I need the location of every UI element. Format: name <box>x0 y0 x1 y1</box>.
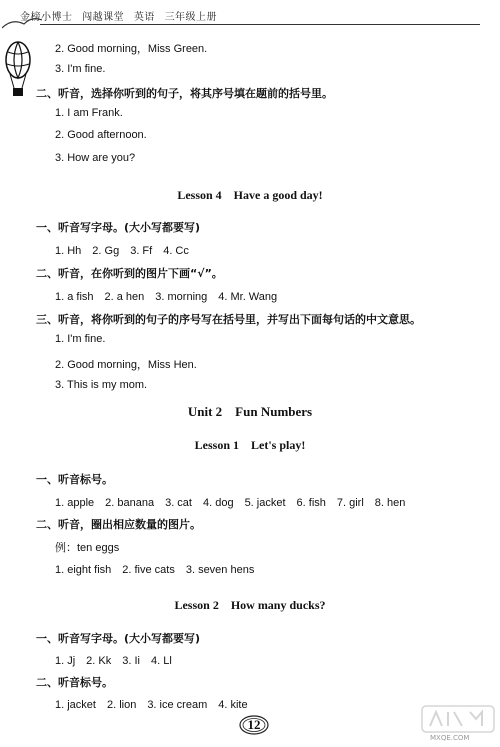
text-line: 3. This is my mom. <box>55 379 148 391</box>
header-rule <box>40 24 480 25</box>
page-number-text: 12 <box>247 717 261 732</box>
watermark-text: MXQE.COM <box>430 734 470 742</box>
section-heading: 二、听音，选择你听到的句子，将其序号填在题前的括号里。 <box>36 87 333 100</box>
header-series: 金榜小博士 <box>20 12 73 23</box>
section-heading: 二、听音标号。 <box>36 676 113 689</box>
text-line: 1. apple 2. banana 3. cat 4. dog 5. jacket 6. fish 7. girl 8. hen <box>55 497 406 509</box>
text-line: 2. Good afternoon. <box>55 129 147 141</box>
section-heading: 二、听音，圈出相应数量的图片。 <box>36 518 201 531</box>
section-heading: 二、听音，在你听到的图片下画“√”。 <box>36 267 223 280</box>
text-line: 1. I'm fine. <box>55 333 106 345</box>
text-line: 2. Good morning，Miss Green. <box>55 43 208 55</box>
text-line: 1. I am Frank. <box>55 107 123 119</box>
text-line: 2. Good morning，Miss Hen. <box>55 359 197 371</box>
unit-title: Unit 2 Fun Numbers <box>187 404 313 419</box>
text-line: 1. eight fish 2. five cats 3. seven hens <box>55 564 255 576</box>
hot-air-balloon-icon <box>4 40 32 102</box>
section-heading: 三、听音，将你听到的句子的序号写在括号里，并写出下面每句话的中文意思。 <box>36 313 421 326</box>
header-bird-icon <box>2 14 42 30</box>
page-header <box>0 0 500 30</box>
page-number <box>238 714 270 736</box>
text-line: 1. jacket 2. lion 3. ice cream 4. kite <box>55 699 248 711</box>
lesson-title: Lesson 4 Have a good day! <box>177 188 323 202</box>
text-line: 3. How are you? <box>55 152 136 164</box>
section-heading: 一、听音标号。 <box>36 473 113 486</box>
section-heading: 一、听音写字母。(大小写都要写) <box>36 632 201 645</box>
header-grade: 三年级上册 <box>164 12 218 23</box>
header-subject: 英语 <box>133 12 155 23</box>
header-course: 闯越课堂 <box>82 12 125 23</box>
header-title <box>20 8 223 23</box>
text-line: 1. Hh 2. Gg 3. Ff 4. Cc <box>55 245 189 257</box>
text-line: 例：ten eggs <box>55 542 120 554</box>
text-line: 1. Jj 2. Kk 3. Ii 4. Ll <box>55 655 172 667</box>
section-heading: 一、听音写字母。(大小写都要写) <box>36 221 201 234</box>
lesson-title: Lesson 1 Let's play! <box>194 438 306 452</box>
text-line: 3. I'm fine. <box>55 63 106 75</box>
text-line: 1. a fish 2. a hen 3. morning 4. Mr. Wang <box>55 291 278 303</box>
lesson-title: Lesson 2 How many ducks? <box>174 598 326 612</box>
